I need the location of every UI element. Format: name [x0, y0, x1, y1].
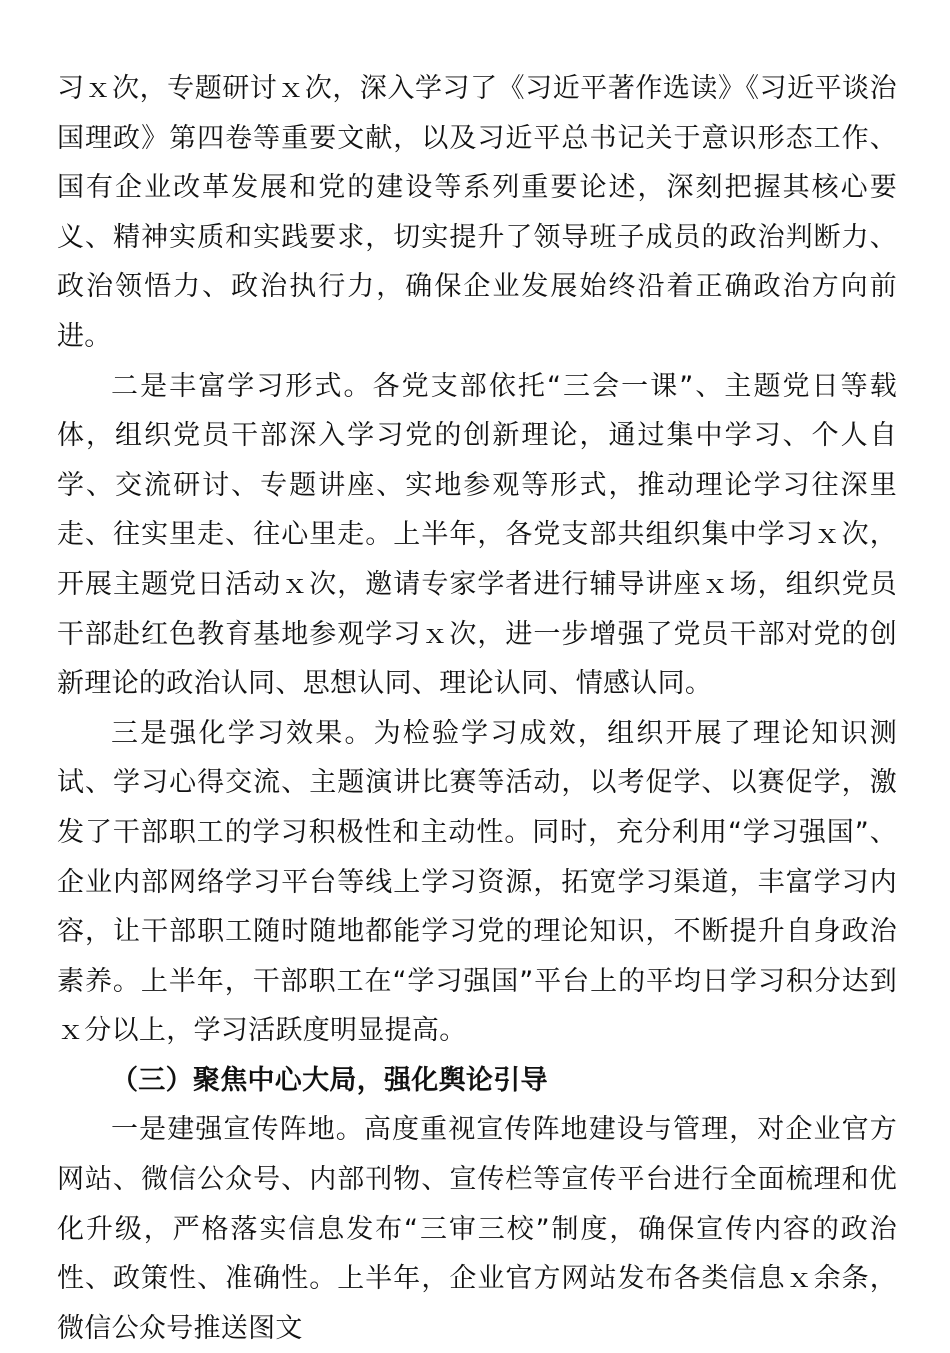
- paragraph-build-publicity-positions: 一是建强宣传阵地。高度重视宣传阵地建设与管理，对企业官方网站、微信公众号、内部刊物、宣传栏等宣传平台进行全面梳理和优化升级，严格落实信息发布“三审三校”制度，确保宣传内容的政治性、政策性、准确性。上半年，企业官方网站发布各类信息ｘ余条，微信公众号推送图文: [57, 1114, 897, 1344]
- document-body: [57, 64, 897, 1353]
- paragraph-theory-study-continued: 习ｘ次，专题研讨ｘ次，深入学习了《习近平著作选读》《习近平谈治国理政》第四卷等重要文献，以及习近平总书记关于意识形态工作、国有企业改革发展和党的建设等系列重要论述，深刻把握其核心要义、精神实质和实践要求，切实提升了领导班子成员的政治判断力、政治领悟力、政治执行力，确保企业发展始终沿着正确政治方向前进。: [57, 73, 897, 352]
- paragraph-strengthen-study-effect: 三是强化学习效果。为检验学习成效，组织开展了理论知识测试、学习心得交流、主题演讲比赛等活动，以考促学、以赛促学，激发了干部职工的学习积极性和主动性。同时，充分利用“学习强国”、企业内部网络学习平台等线上学习资源，拓宽学习渠道，丰富学习内容，让干部职工随时随地都能学习党的理论知识，不断提升自身政治素养。上半年，干部职工在“学习强国”平台上的平均日学习积分达到ｘ分以上，学习活跃度明显提高。: [57, 717, 897, 1047]
- paragraph-enrich-study-forms: 二是丰富学习形式。各党支部依托“三会一课”、主题党日等载体，组织党员干部深入学习党的创新理论，通过集中学习、个人自学、交流研讨、专题讲座、实地参观等形式，推动理论学习往深里走、往实里走、往心里走。上半年，各党支部共组织集中学习ｘ次，开展主题党日活动ｘ次，邀请专家学者进行辅导讲座ｘ场，组织党员干部赴红色教育基地参观学习ｘ次，进一步增强了党员干部对党的创新理论的政治认同、思想认同、理论认同、情感认同。: [57, 370, 897, 700]
- section-heading-public-opinion: （三）聚焦中心大局，强化舆论引导: [111, 1064, 548, 1096]
